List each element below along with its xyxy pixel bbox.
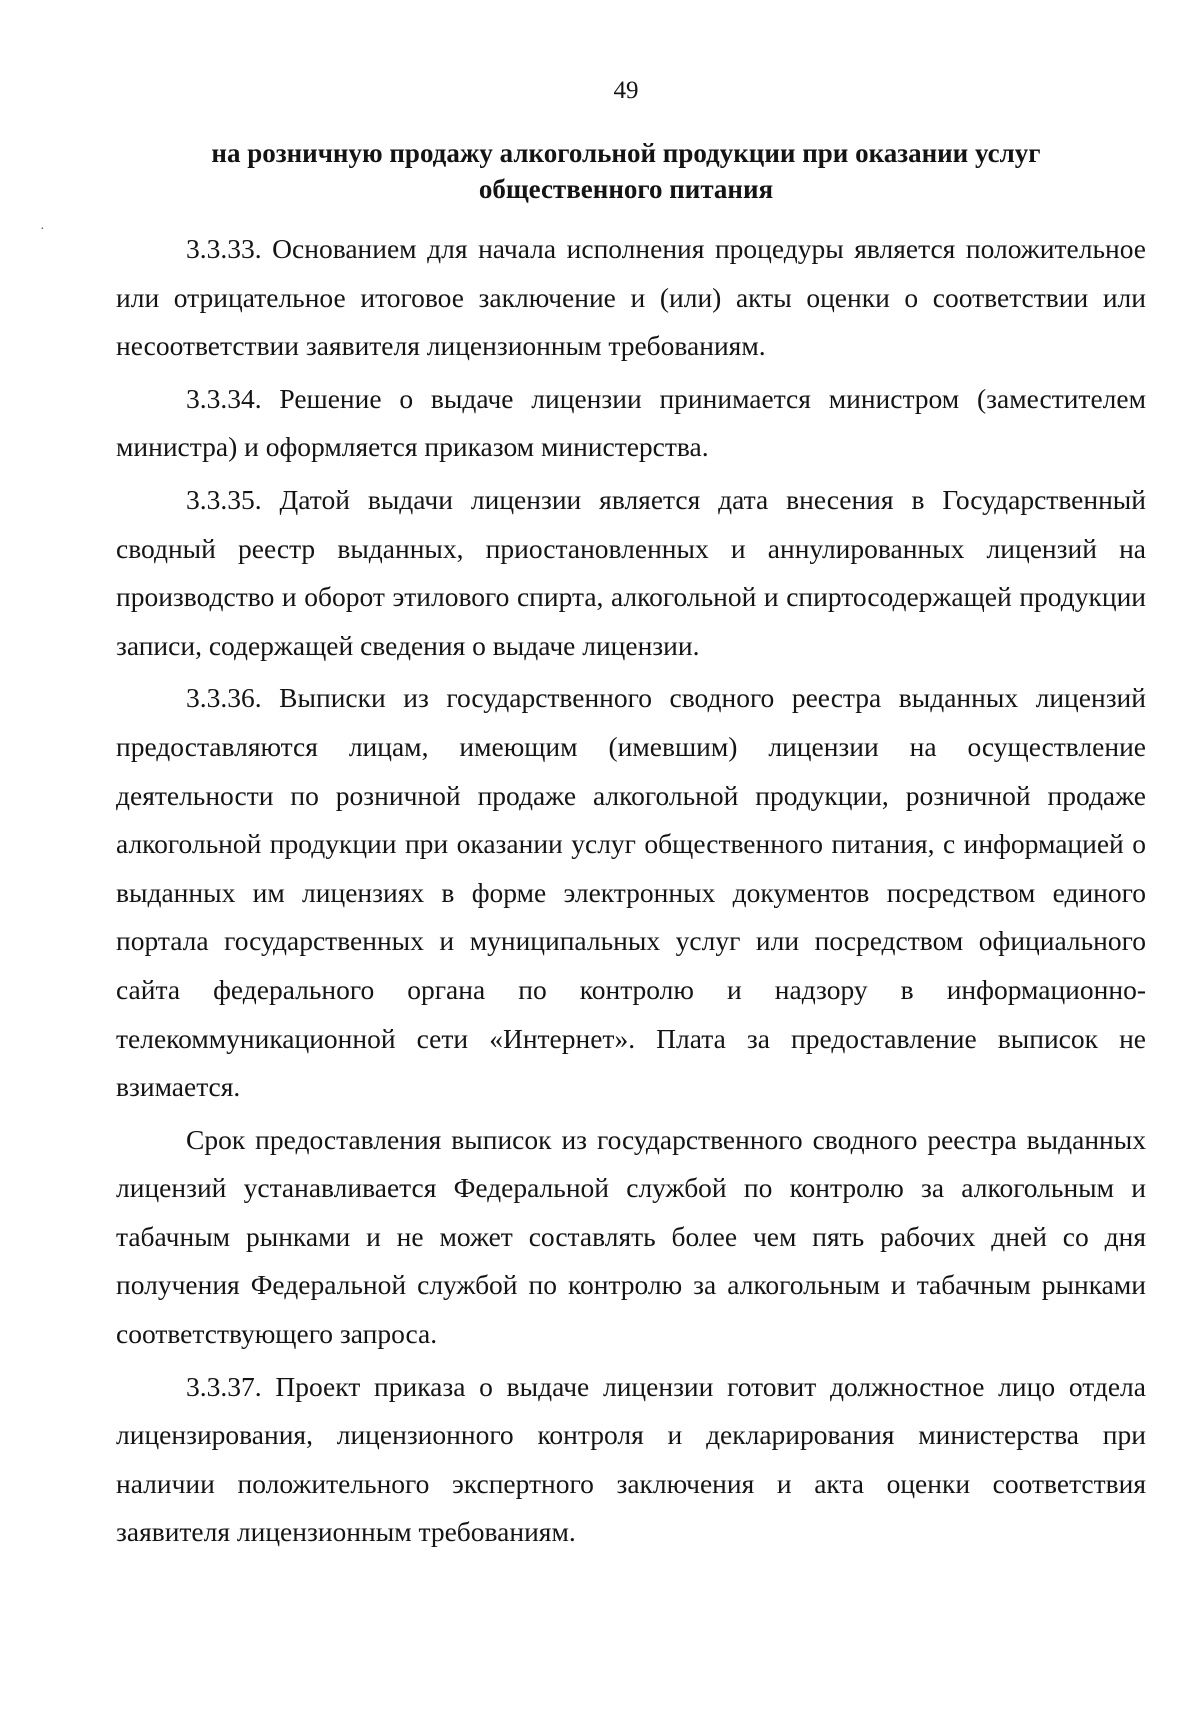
- paragraph-3-3-35: 3.3.35. Датой выдачи лицензии является дата внесения в Государственный сводный реестр выданных, приостановленных и аннулированных лицензий на производство и оборот этилового спирта, алкогольной и спиртосодержащей продукции записи, содержащей сведения о выдаче лицензии.: [116, 483, 1146, 661]
- paragraph-3-3-34: 3.3.34. Решение о выдаче лицензии принимается министром (заместителем министра) и оформляется приказом министерства.: [116, 382, 1146, 463]
- paragraph-3-3-37: 3.3.37. Проект приказа о выдаче лицензии готовит должностное лицо отдела лицензирования, лицензионного контроля и декларирования министерства при наличии положительного экспертного заключения и акта оценки соответствия заявителя лицензионным требованиям.: [116, 1370, 1146, 1548]
- body-text: [116, 225, 1146, 1557]
- scan-speck: ·: [40, 222, 45, 237]
- paragraph-3-3-36: 3.3.36. Выписки из государственного сводного реестра выданных лицензий предоставляются лицам, имеющим (имевшим) лицензии на осуществление деятельности по розничной продаже алкогольной продукции, розничной продаже алкогольной продукции при оказании услуг общественного питания, с информацией о выданных им лицензиях в форме электронных документов посредством единого портала государственных и муниципальных услуг или посредством официального сайта федерального органа по контролю и надзору в информационно-телекоммуникационной сети «Интернет». Плата за предоставление выписок не взимается.: [116, 682, 1146, 1103]
- paragraph-extract-term: Срок предоставления выписок из государственного сводного реестра выданных лицензий устанавливается Федеральной службой по контролю за алкогольным и табачным рынками и не может составлять более чем пять рабочих дней со дня получения Федеральной службой по контролю за алкогольным и табачным рынками соответствующего запроса.: [116, 1123, 1146, 1350]
- section-heading: на розничную продажу алкогольной продукции при оказании услуг общественного питания: [211, 138, 1041, 204]
- paragraph-3-3-33: 3.3.33. Основанием для начала исполнения процедуры является положительное или отрицательное итоговое заключение и (или) акты оценки о соответствии или несоответствии заявителя лицензионным требованиям.: [116, 233, 1146, 362]
- page-number: 49: [613, 77, 639, 104]
